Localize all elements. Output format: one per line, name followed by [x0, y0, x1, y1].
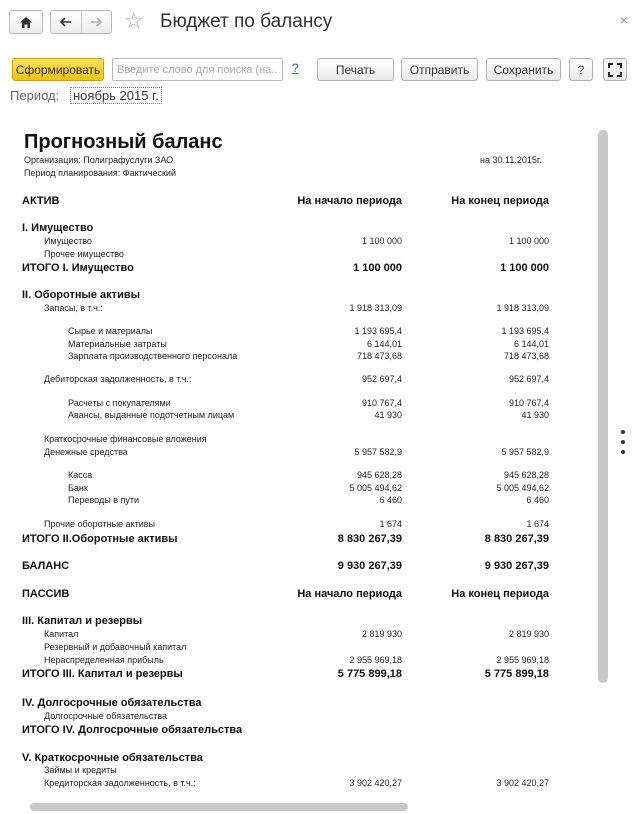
row-label: ПАССИВ [22, 588, 70, 600]
row-value-start: 9 930 267,39 [337, 560, 402, 572]
table-row [14, 483, 594, 495]
row-value-end: 952 697,4 [508, 374, 549, 384]
row-value-end: 41 930 [521, 410, 549, 420]
report-date: на 30.11.2015г. [480, 155, 542, 165]
report-plan-period: Период планирования: Фактический [24, 168, 176, 178]
arrow-right-icon [90, 17, 102, 27]
row-value-start: 5 005 494,62 [349, 483, 402, 493]
table-row [14, 642, 594, 654]
table-row [14, 289, 594, 303]
table-header-row [14, 588, 594, 602]
row-value-end: 1 100 000 [500, 262, 549, 274]
row-value-end: 5 775 899,18 [484, 668, 549, 680]
table-row [14, 470, 594, 482]
row-label: Кредиторская задолженность, в т.ч.: [44, 778, 196, 788]
save-button[interactable]: Сохранить [486, 58, 561, 81]
row-value-end: 2 955 969,18 [496, 655, 549, 665]
row-value-end: 9 930 267,39 [484, 560, 549, 572]
row-value-start: 1 674 [379, 519, 402, 529]
home-button[interactable] [9, 10, 43, 34]
row-label: Резервный и добавочный капитал [44, 642, 187, 652]
row-label: ИТОГО IV. Долгосрочные обязательства [22, 724, 243, 736]
table-row [14, 655, 594, 667]
row-label: Прочее имущество [44, 249, 124, 259]
row-label: Переводы в пути [68, 495, 139, 505]
row-label: Долгосрочные обязательства [44, 711, 168, 721]
row-value-start: 6 460 [379, 495, 402, 505]
row-label: I. Имущество [22, 222, 94, 234]
table-row [14, 236, 594, 248]
table-row [14, 398, 594, 410]
row-label: V. Краткосрочные обязательства [22, 752, 203, 764]
row-value-start: 1 193 695,4 [354, 326, 402, 336]
row-value-end: 6 144,01 [513, 339, 549, 349]
table-row [14, 447, 594, 459]
home-icon [19, 16, 33, 29]
table-row [14, 374, 594, 386]
report-area [14, 115, 610, 805]
row-value-start: 718 473,68 [356, 351, 402, 361]
fullscreen-button[interactable] [603, 58, 627, 81]
report-title: Прогнозный баланс [24, 131, 223, 153]
period-label: Период: [10, 88, 60, 103]
period-value-link[interactable]: ноябрь 2015 г. [70, 87, 162, 104]
table-row [14, 533, 594, 547]
row-value-end: 1 100 000 [508, 236, 549, 246]
row-value-start: 3 902 420,27 [349, 778, 402, 788]
row-label: Краткосрочные финансовые вложения [44, 434, 207, 444]
row-label: Банк [68, 483, 88, 493]
arrow-left-icon [60, 17, 72, 27]
row-value-start: 1 918 313,09 [349, 303, 402, 313]
row-value-start: 2 819 930 [361, 629, 402, 639]
table-row [14, 410, 594, 422]
table-row [14, 629, 594, 641]
row-value-start: 910 767,4 [361, 398, 402, 408]
table-row [14, 778, 594, 790]
generate-button[interactable]: Сформировать [12, 58, 104, 81]
table-row [14, 697, 594, 711]
table-row [14, 222, 594, 236]
row-value-end: 6 460 [526, 495, 549, 505]
back-button[interactable] [51, 11, 82, 33]
row-value-end: 945 628,28 [503, 470, 549, 480]
row-value-end: 1 674 [526, 519, 549, 529]
row-label: Запасы, в т.ч.: [44, 303, 103, 313]
vertical-scrollbar[interactable] [598, 130, 608, 683]
more-icon[interactable] [620, 430, 626, 454]
row-label: Имущество [44, 236, 92, 246]
row-value-start: 5 775 899,18 [337, 668, 402, 680]
table-row [14, 351, 594, 363]
print-button[interactable]: Печать [317, 58, 394, 81]
table-row [14, 326, 594, 338]
table-row [14, 668, 594, 682]
row-label: Нераспределенная прибыль [44, 655, 164, 665]
title-bar [0, 0, 640, 48]
row-label: ИТОГО II.Оборотные активы [22, 533, 178, 545]
row-label: Материальные затраты [68, 339, 167, 349]
row-label: Расчеты с покупателями [68, 398, 171, 408]
row-label: III. Капитал и резервы [22, 615, 143, 627]
row-value-end: 5 005 494,62 [496, 483, 549, 493]
row-label: II. Оборотные активы [22, 289, 140, 301]
send-button[interactable]: Отправить [401, 58, 478, 81]
table-row [14, 519, 594, 531]
row-value-start: 945 628,28 [356, 470, 402, 480]
row-label: БАЛАНС [22, 560, 70, 572]
row-value-start: На начало периода [297, 195, 402, 207]
row-value-end: 910 767,4 [508, 398, 549, 408]
fullscreen-icon [608, 63, 622, 77]
row-value-end: На конец периода [451, 588, 549, 600]
row-value-end: 2 819 930 [508, 629, 549, 639]
horizontal-scrollbar[interactable] [30, 803, 408, 811]
table-row [14, 724, 594, 738]
table-row [14, 560, 594, 574]
table-row [14, 495, 594, 507]
row-label: ИТОГО I. Имущество [22, 262, 134, 274]
table-row [14, 262, 594, 276]
row-label: IV. Долгосрочные обязательства [22, 697, 202, 709]
search-input[interactable] [112, 58, 283, 81]
table-row [14, 249, 594, 261]
row-label: Займы и кредиты [44, 765, 117, 775]
close-icon[interactable]: × [620, 12, 629, 28]
row-value-end: 5 957 582,9 [501, 447, 549, 457]
table-row [14, 434, 594, 446]
row-value-end: На конец периода [451, 195, 549, 207]
help-button[interactable]: ? [569, 58, 593, 81]
row-label: Касса [68, 470, 93, 480]
row-value-start: 6 144,01 [366, 339, 402, 349]
row-label: АКТИВ [22, 195, 60, 207]
row-value-start: 8 830 267,39 [337, 533, 402, 545]
table-row [14, 303, 594, 315]
row-value-start: 2 955 969,18 [349, 655, 402, 665]
row-value-start: 1 100 000 [353, 262, 402, 274]
table-header-row [14, 195, 594, 209]
table-row [14, 711, 594, 723]
row-value-start: 5 957 582,9 [354, 447, 402, 457]
row-label: Авансы, выданные подотчетным лицам [68, 410, 235, 420]
row-value-end: 8 830 267,39 [484, 533, 549, 545]
row-value-end: 3 902 420,27 [496, 778, 549, 788]
row-label: ИТОГО III. Капитал и резервы [22, 668, 183, 680]
row-label: Прочие оборотные активы [44, 519, 155, 529]
history-nav [50, 10, 112, 34]
star-icon[interactable]: ☆ [124, 8, 144, 33]
window-title: Бюджет по балансу [160, 11, 333, 32]
table-row [14, 615, 594, 629]
row-value-start: 41 930 [374, 410, 402, 420]
row-label: Денежные средства [44, 447, 128, 457]
row-value-end: 718 473,68 [503, 351, 549, 361]
table-row [14, 765, 594, 777]
row-label: Дебиторская задолженность, в т.ч.: [44, 374, 192, 384]
table-row [14, 752, 594, 766]
row-value-end: 1 918 313,09 [496, 303, 549, 313]
table-row [14, 339, 594, 351]
row-label: Капитал [44, 629, 79, 639]
row-value-start: 952 697,4 [361, 374, 402, 384]
row-label: Сырье и материалы [68, 326, 153, 336]
forward-button[interactable] [82, 11, 112, 33]
search-help-link[interactable]: ? [292, 61, 299, 75]
row-value-start: 1 100 000 [361, 236, 402, 246]
row-value-end: 1 193 695,4 [501, 326, 549, 336]
report-organization: Организация: Полиграфуслуги ЗАО [24, 155, 174, 165]
row-label: Зарплата производственного персонала [68, 351, 238, 361]
row-value-start: На начало периода [297, 588, 402, 600]
